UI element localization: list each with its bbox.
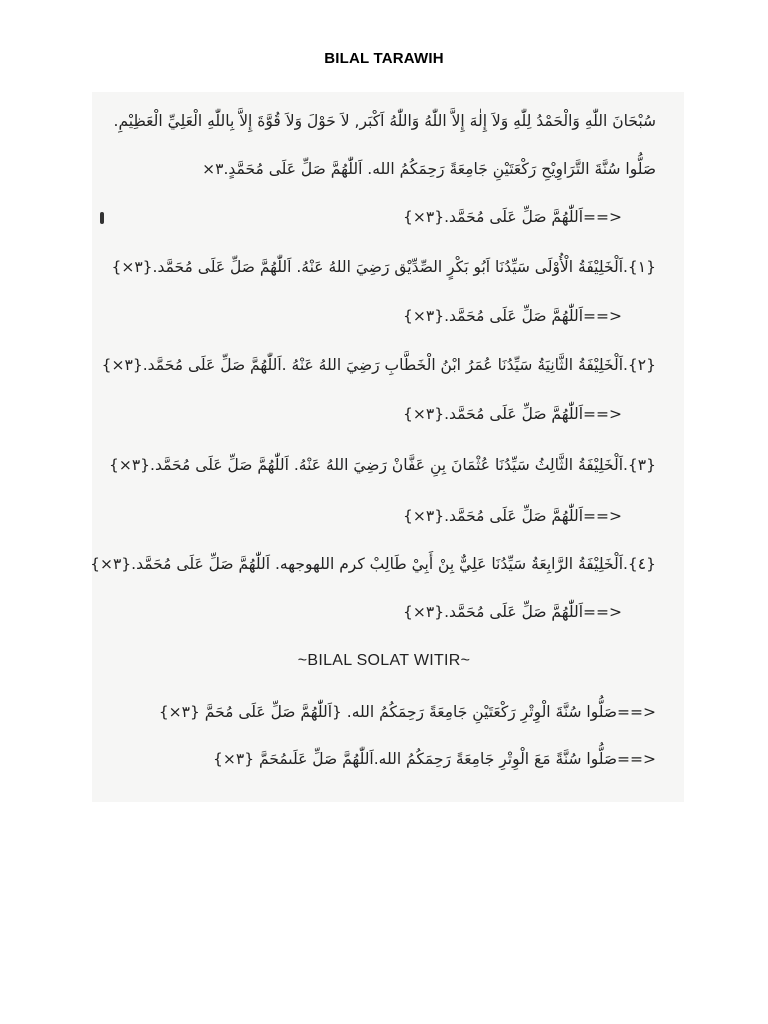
scanned-page <box>92 92 684 802</box>
text-line-khalifah-1: {١}.اَلْخَلِيْفَةُ الْأُوْلَى سَيِّدُنَا اَبُو بَكْرٍ الصِّدِّيْق رَضِيَ اللهُ عَنْهُ. اَللّٰهُمَّ صَلِّ عَلَى مُحَمَّد.{٣×} <box>111 258 656 276</box>
text-line-khalifah-3: {٣}.اَلْخَلِيْفَةُ الثَّالِثُ سَيِّدُنَا عُثْمَانَ بِنِ عَفَّانْ رَضِيَ اللهُ عَنْهُ. اَللّٰهُمَّ صَلِّ عَلَى مُحَمَّد.{٣×} <box>108 456 656 474</box>
response-line: <==اَللّٰهُمَّ صَلِّ عَلَى مُحَمَّد.{٣×} <box>403 603 622 621</box>
text-line-tarawih-call: صَلُّوا سُنَّةَ التَّرَاوِيْحِ رَكْعَتَيْنِ جَامِعَةً رَحِمَكُمُ الله. اَللّٰهُمَّ صَلِّ عَلَى مُحَمَّدٍ.٣× <box>202 160 656 178</box>
scan-speck <box>100 212 104 224</box>
text-line-tasbih: سُبْحَانَ اللّٰهِ وَالْحَمْدُ لِلّٰهِ وَلاَ إِلٰهَ إِلاَّ اللّٰهُ وَاللّٰهُ اَكْبَر, لاَ حَوْلَ وَلاَ قُوَّةَ إِلاَّ بِاللّٰهِ الْعَلِيِّ الْعَظِيْمِ. <box>113 112 656 130</box>
text-line-witir-1: <==صَلُّوا سُنَّةَ الْوِتْرِ رَكْعَتَيْنِ جَامِعَةً رَحِمَكُمُ الله. {اَللّٰهُمَّ صَلِّ عَلَى مُحَمَّ {٣×} <box>158 703 656 721</box>
response-line: <==اَللّٰهُمَّ صَلِّ عَلَى مُحَمَّد.{٣×} <box>403 307 622 325</box>
text-line-khalifah-2: {٢}.اَلْخَلِيْفَةُ الثَّانِيَةُ سَيِّدُنَا عُمَرُ ابْنُ الْخَطَّابِ رَضِيَ اللهُ عَنْهُ .اَللّٰهُمَّ صَلِّ عَلَى مُحَمَّد.{٣×} <box>101 356 656 374</box>
text-line-khalifah-4: {٤}.اَلْخَلِيْفَةُ الرَّابِعَةُ سَيِّدُنَا عَلِيٌّ بِنْ أَبِيْ طَالِبْ كرم اللهوجهه. اَللّٰهُمَّ صَلِّ عَلَى مُحَمَّد.{٣×} <box>90 555 656 573</box>
response-line: <==اَللّٰهُمَّ صَلِّ عَلَى مُحَمَّد.{٣×} <box>403 507 622 525</box>
witir-heading: ~BILAL SOLAT WITIR~ <box>297 652 471 669</box>
page-title: BILAL TARAWIH <box>324 50 444 67</box>
response-line: <==اَللّٰهُمَّ صَلِّ عَلَى مُحَمَّد.{٣×} <box>403 208 622 226</box>
response-line: <==اَللّٰهُمَّ صَلِّ عَلَى مُحَمَّد.{٣×} <box>403 405 622 423</box>
text-line-witir-2: <==صَلُّوا سُنَّةً مَعَ الْوِتْرِ جَامِعَةً رَحِمَكُمُ الله.اَللّٰهُمَّ صَلِّ عَلَىمُحَمَّ {٣×} <box>213 750 656 768</box>
